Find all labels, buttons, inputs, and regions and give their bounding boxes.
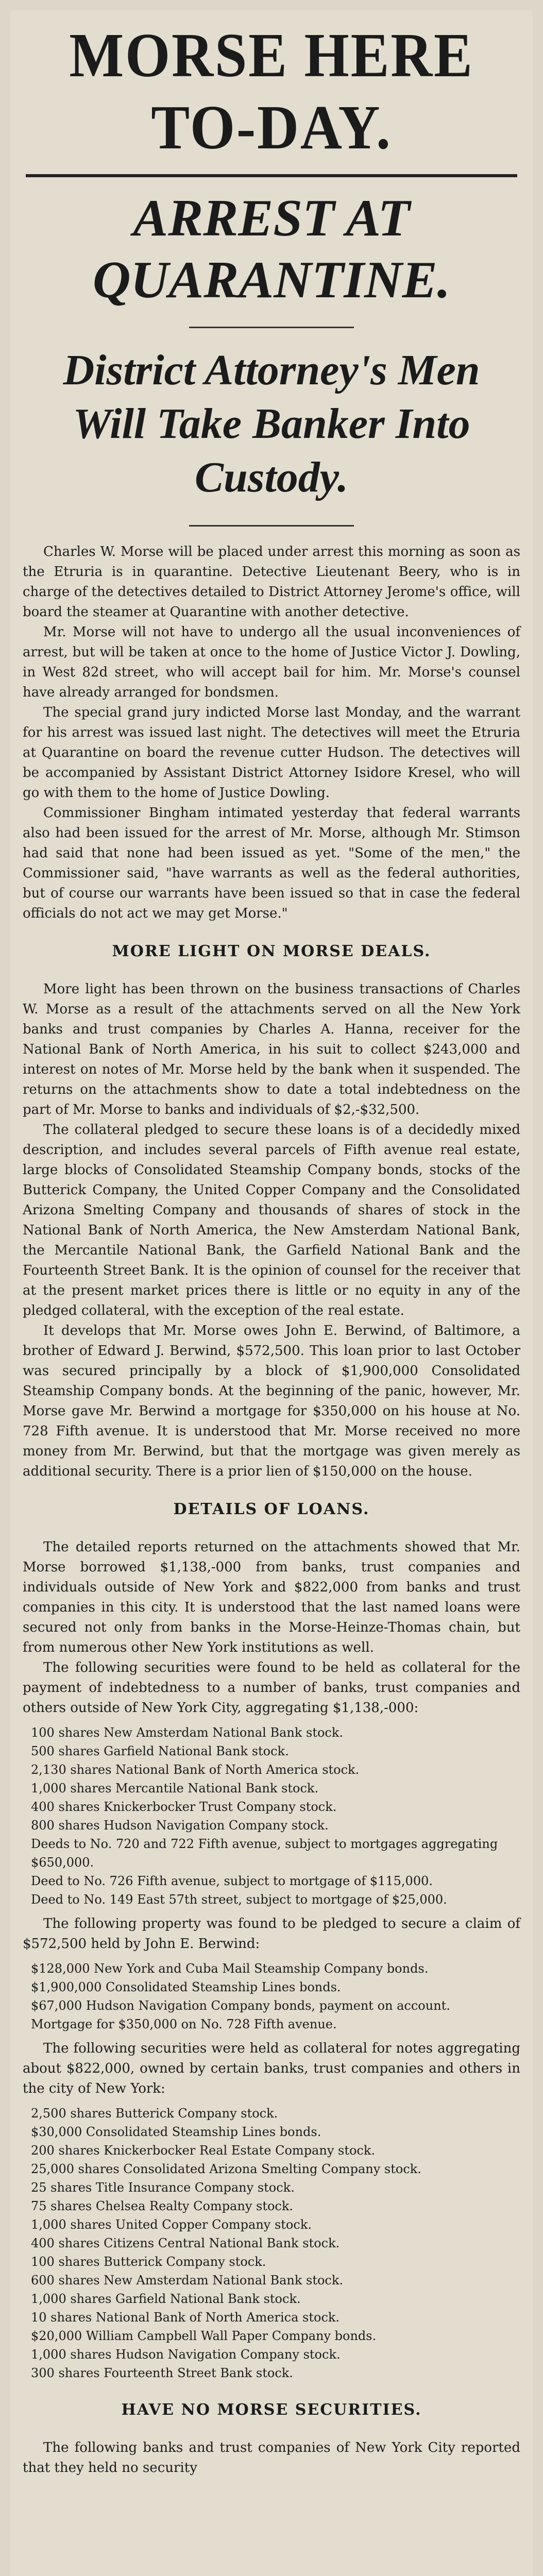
list-item: 800 shares Hudson Navigation Company stock. [31,1818,329,1833]
list-item: 1,000 shares Garfield National Bank stock. [31,2292,301,2306]
list-item: 100 shares New Amsterdam National Bank stock. [31,1725,344,1740]
paragraph: Charles W. Morse will be placed under arrest this morning as soon as the Etruria is in quarantine. Detective Lieutenant Beery, who is in charge of the detectives detailed to District Attorney Jerome's office, will board the steamer at Quarantine with another detective. [23,544,520,620]
list-item: 10 shares National Bank of North America stock. [31,2310,340,2325]
paragraph: The detailed reports returned on the attachments showed that Mr. Morse borrowed $1,138,-000 from banks, trust companies and individuals outside of New York and $822,000 from banks and trust companies in this city. It is understood that the last named loans were secured not only from banks in the Morse-Heinze-Thomas chain, but from numerous other New York institutions as well. [23,1539,520,1655]
paragraph: More light has been thrown on the business transactions of Charles W. Morse as a result of the attachments served on all the New York banks and trust companies by Charles A. Hanna, receiver for the National Bank of North America, in his suit to collect $243,000 and interest on notes of Mr. Morse held by the bank when it suspended. The returns on the attachments show to date a total indebtedness on the part of Mr. Morse to banks and individuals of $2,-$32,500. [23,981,520,1117]
collateral-list-outside [26,1723,517,1909]
subhead-details: DETAILS OF LOANS. [173,1500,370,1518]
divider-1 [189,327,354,328]
paragraph: The collateral pledged to secure these loans is of a decidedly mixed description, and includes several parcels of Fifth avenue real estate, large blocks of Consolidated Steamship Company bonds, stocks of the Butterick Company, the United Copper Company and the Consolidated Arizona Smelting Company and thousands of shares of stock in the National Bank of North America, the New Amsterdam National Bank, the Mercantile National Bank, the Garfield National Bank and the Fourteenth Street Bank. It is the opinion of counsel for the receiver that at the present market prices there is little or no equity in any of the pledged collateral, with the exception of the real estate. [23,1122,520,1318]
paragraph: The following property was found to be pledged to secure a claim of $572,500 held by John E. Berwind: [23,1916,520,1952]
list-item: $67,000 Hudson Navigation Company bonds, payment on account. [31,1998,450,2013]
collateral-list-berwind [26,1959,517,2033]
divider-2 [189,525,354,527]
list-item: Mortgage for $350,000 on No. 728 Fifth avenue. [31,2017,337,2031]
list-item: $1,900,000 Consolidated Steamship Lines bonds. [31,1980,341,1994]
deck-district-attorney: District Attorney's Men Will Take Banker Into Custody. [63,346,480,501]
list-item: 2,130 shares National Bank of North America stock. [31,1762,360,1777]
list-item: 75 shares Chelsea Realty Company stock. [31,2199,294,2213]
list-item: 25 shares Title Insurance Company stock. [31,2180,295,2195]
list-item: Deed to No. 149 East 57th street, subject to mortgage of $25,000. [31,1892,447,1907]
list-item: 100 shares Butterick Company stock. [31,2255,266,2269]
paragraph: It develops that Mr. Morse owes John E. Berwind, of Baltimore, a brother of Edward J. Berwind, $572,500. This loan prior to last October was secured principally by a block of $1,900,000 Consolidated Steamship Company bonds. At the beginning of the panic, however, Mr. Morse gave Mr. Berwind a mortgage for $350,000 on his house at No. 728 Fifth avenue. It is understood that Mr. Morse received no more money from Mr. Berwind, but that the mortgage was given merely as additional security. There is a prior lien of $150,000 on the house. [23,1323,520,1479]
list-item: 2,500 shares Butterick Company stock. [31,2106,278,2121]
list-item: 400 shares Knickerbocker Trust Company stock. [31,1800,337,1814]
list-item: $128,000 New York and Cuba Mail Steamship Company bonds. [31,1961,429,1976]
paragraph: The following securities were held as collateral for notes aggregating about $822,000, owned by certain banks, trust companies and others in the city of New York: [23,2041,520,2096]
list-item: 200 shares Knickerbocker Real Estate Company stock. [31,2143,376,2158]
list-item: 300 shares Fourteenth Street Bank stock. [31,2366,293,2380]
list-item: 400 shares Citizens Central National Bank stock. [31,2236,340,2250]
subhead-more-light: MORE LIGHT ON MORSE DEALS. [112,942,431,960]
deck-arrest: ARREST AT QUARANTINE. [92,189,451,309]
list-item: Deed to No. 726 Fifth avenue, subject to mortgage of $115,000. [31,1874,433,1888]
paragraph: The special grand jury indicted Morse last Monday, and the warrant for his arrest was issued last night. The detectives will meet the Etruria at Quarantine on board the revenue cutter Hudson. The detectives will be accompanied by Assistant District Attorney Isidore Kresel, who will go with them to the home of Justice Dowling. [23,705,520,801]
list-item: $30,000 Consolidated Steamship Lines bonds. [31,2125,321,2139]
masthead-headline: MORSE HERE TO-DAY. [69,21,474,162]
paragraph: The following banks and trust companies of New York City reported that they held no security [23,2440,520,2476]
list-item: 1,000 shares Hudson Navigation Company stock. [31,2347,341,2362]
collateral-list-local [26,2104,517,2382]
list-item: $20,000 William Campbell Wall Paper Company bonds. [31,2329,377,2343]
newspaper-page [10,10,533,2576]
paragraph: Commissioner Bingham intimated yesterday that federal warrants also had been issued for the arrest of Mr. Morse, although Mr. Stimson had said that none had been issued as yet. "Some of the men," the Commissioner said, "have warrants as well as the federal authorities, but of course our warrants have been issued so that in case the federal officials do not act we may get Morse." [23,805,520,921]
paragraph: The following securities were found to be held as collateral for the payment of indebtedness to a number of banks, trust companies and others outside of New York City, aggregating $1,138,-000: [23,1660,520,1716]
list-item: 600 shares New Amsterdam National Bank stock. [31,2273,344,2287]
list-item: Deeds to No. 720 and 722 Fifth avenue, subject to mortgages aggregating $650,000. [31,1837,498,1870]
subhead-no-securities: HAVE NO MORSE SECURITIES. [121,2401,422,2419]
list-item: 500 shares Garfield National Bank stock. [31,1744,289,1758]
list-item: 25,000 shares Consolidated Arizona Smelting Company stock. [31,2162,421,2176]
paragraph: Mr. Morse will not have to undergo all the usual inconveniences of arrest, but will be taken at once to the home of Justice Victor J. Dowling, in West 82d street, who will accept bail for him. Mr. Morse's counsel have already arranged for bondsmen. [23,624,520,700]
list-item: 1,000 shares Mercantile National Bank stock. [31,1781,319,1795]
masthead-rule [26,174,517,177]
list-item: 1,000 shares United Copper Company stock. [31,2217,312,2232]
